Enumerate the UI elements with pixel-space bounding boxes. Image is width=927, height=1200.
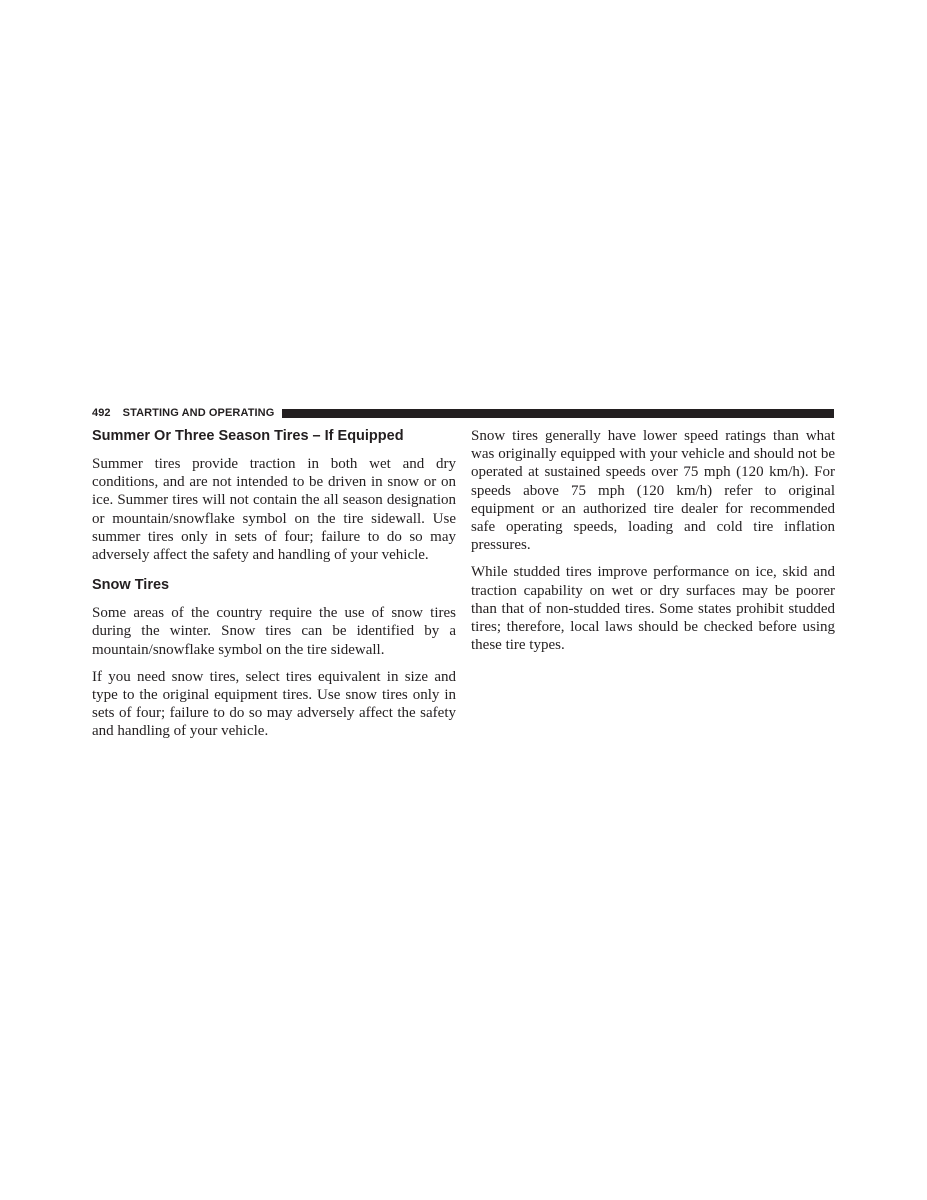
heading-summer-tires: Summer Or Three Season Tires – If Equipped <box>92 428 404 444</box>
paragraph-snow-tire-speed: Snow tires generally have lower speed ratings than what was originally equipped with your vehicle and should not be operated at sustained speeds over 75 mph (120 km/h). For speeds above 75 mph (120 km/h) refer to original equipment or an authorized tire dealer for recommended safe operating speeds, loading and cold tire inflation pressures. <box>471 428 835 554</box>
paragraph-studded-tires: While studded tires improve performance on ice, skid and traction capability on wet or dry surfaces may be poorer than that of non-studded tires. Some states prohibit studded tires; therefore, local laws should be checked before using these tire types. <box>471 564 835 654</box>
page-number: 492 <box>92 407 111 419</box>
heading-snow-tires: Snow Tires <box>92 577 170 594</box>
paragraph-summer-tires: Summer tires provide traction in both wet and dry conditions, and are not intended to be driven in snow or on ice. Summer tires will not contain the all season designation or mountain/snowflake symbol on the tire sidewall. Use summer tires only in sets of four; failure to do so may adversely affect the safety and handling of your vehicle. <box>92 456 456 564</box>
section-title: STARTING AND OPERATING <box>122 407 275 419</box>
paragraph-snow-tires-intro: Some areas of the country require the use of snow tires during the winter. Snow tires can be identified by a mountain/snowflake symbol on the tire sidewall. <box>92 605 456 658</box>
right-column <box>471 427 835 654</box>
header-rule <box>282 409 834 418</box>
paragraph-snow-tires-selection: If you need snow tires, select tires equivalent in size and type to the original equipment tires. Use snow tires only in sets of four; failure to do so may adversely affect the safety and handling of your vehicle. <box>92 668 456 740</box>
left-column <box>92 427 456 741</box>
page-header <box>92 405 834 421</box>
